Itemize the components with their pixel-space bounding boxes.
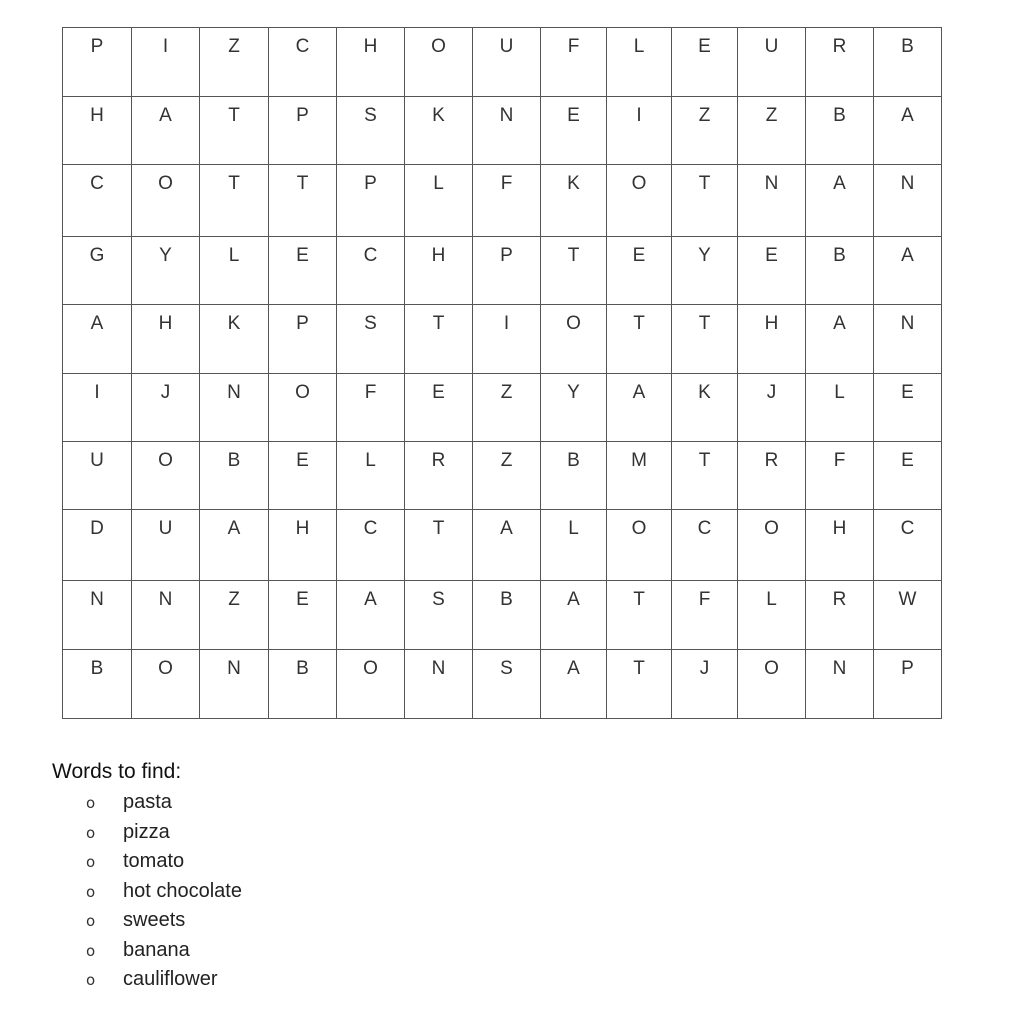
grid-letter: N bbox=[764, 173, 779, 194]
grid-letter: T bbox=[698, 450, 711, 471]
grid-cell bbox=[132, 442, 200, 510]
grid-cell bbox=[738, 237, 806, 305]
grid-cell bbox=[200, 650, 269, 719]
grid-letter: G bbox=[89, 245, 105, 266]
grid-cell bbox=[337, 581, 405, 650]
grid-cell bbox=[607, 237, 672, 305]
word-list-item bbox=[86, 849, 242, 879]
grid-cell bbox=[200, 510, 269, 581]
grid-letter: L bbox=[433, 173, 444, 194]
grid-letter: N bbox=[158, 589, 173, 610]
grid-cell bbox=[200, 97, 269, 165]
word-search-grid bbox=[62, 27, 942, 719]
grid-cell bbox=[200, 28, 269, 97]
grid-cell bbox=[541, 442, 607, 510]
grid-cell bbox=[541, 165, 607, 237]
grid-letter: Y bbox=[159, 245, 172, 266]
grid-row bbox=[63, 581, 942, 650]
grid-letter: T bbox=[228, 173, 240, 194]
grid-cell bbox=[269, 650, 337, 719]
grid-letter: E bbox=[296, 589, 309, 610]
grid-cell bbox=[806, 305, 874, 374]
grid-cell bbox=[541, 581, 607, 650]
grid-letter: U bbox=[158, 518, 173, 539]
grid-cell bbox=[607, 374, 672, 442]
grid-cell bbox=[541, 97, 607, 165]
grid-letter: A bbox=[833, 173, 846, 194]
grid-letter: C bbox=[697, 518, 712, 539]
grid-cell bbox=[132, 28, 200, 97]
grid-letter: K bbox=[698, 382, 711, 403]
grid-letter: O bbox=[158, 173, 173, 194]
grid-letter: P bbox=[364, 173, 377, 194]
grid-letter: A bbox=[90, 313, 104, 334]
grid-letter: T bbox=[633, 313, 645, 334]
grid-cell bbox=[738, 97, 806, 165]
grid-cell bbox=[63, 165, 132, 237]
grid-cell bbox=[874, 374, 942, 442]
grid-cell bbox=[337, 97, 405, 165]
grid-cell bbox=[132, 97, 200, 165]
word-text: cauliflower bbox=[123, 968, 218, 990]
grid-cell bbox=[405, 581, 473, 650]
grid-cell bbox=[473, 374, 541, 442]
grid-cell bbox=[473, 28, 541, 97]
grid-cell bbox=[541, 510, 607, 581]
grid-letter: Y bbox=[698, 245, 711, 266]
grid-cell bbox=[672, 581, 738, 650]
word-text: pasta bbox=[123, 791, 172, 813]
grid-cell bbox=[269, 237, 337, 305]
grid-letter: L bbox=[766, 589, 777, 610]
grid-row bbox=[63, 28, 942, 97]
grid-letter: E bbox=[296, 450, 309, 471]
grid-cell bbox=[63, 305, 132, 374]
grid-cell bbox=[473, 165, 541, 237]
grid-cell bbox=[200, 374, 269, 442]
word-list-item bbox=[86, 820, 242, 850]
grid-cell bbox=[738, 28, 806, 97]
grid-cell bbox=[607, 510, 672, 581]
grid-cell bbox=[63, 237, 132, 305]
grid-letter: B bbox=[296, 658, 309, 679]
grid-letter: O bbox=[566, 313, 581, 334]
grid-letter: O bbox=[764, 518, 779, 539]
word-text: pizza bbox=[123, 820, 170, 843]
grid-row bbox=[63, 510, 942, 581]
grid-letter: E bbox=[765, 245, 778, 266]
grid-cell bbox=[806, 237, 874, 305]
grid-letter: A bbox=[901, 105, 914, 126]
grid-cell bbox=[63, 650, 132, 719]
grid-cell bbox=[607, 97, 672, 165]
grid-letter: H bbox=[90, 105, 104, 126]
grid-cell bbox=[607, 442, 672, 510]
grid-letter: F bbox=[500, 173, 513, 194]
grid-letter: T bbox=[432, 313, 445, 334]
grid-cell bbox=[200, 581, 269, 650]
grid-cell bbox=[269, 28, 337, 97]
grid-letter: L bbox=[568, 518, 579, 539]
grid-letter: A bbox=[632, 382, 646, 403]
grid-letter: H bbox=[764, 313, 779, 334]
grid-letter: H bbox=[431, 245, 446, 266]
grid-letter: B bbox=[500, 589, 513, 610]
grid-cell bbox=[473, 97, 541, 165]
grid-cell bbox=[63, 374, 132, 442]
grid-cell bbox=[541, 374, 607, 442]
grid-letter: L bbox=[228, 245, 240, 266]
grid-letter: T bbox=[567, 245, 580, 266]
grid-cell bbox=[405, 28, 473, 97]
grid-letter: N bbox=[900, 313, 915, 334]
grid-letter: M bbox=[631, 450, 647, 471]
grid-cell bbox=[607, 650, 672, 719]
grid-letter: O bbox=[631, 518, 647, 539]
grid-cell bbox=[337, 28, 405, 97]
grid-letter: A bbox=[159, 105, 172, 126]
grid-letter: R bbox=[832, 36, 847, 57]
grid-letter: R bbox=[832, 589, 847, 610]
grid-cell bbox=[200, 165, 269, 237]
list-bullet: o bbox=[86, 853, 96, 871]
grid-letter: T bbox=[296, 173, 309, 194]
grid-cell bbox=[405, 510, 473, 581]
grid-cell bbox=[672, 650, 738, 719]
grid-letter: Z bbox=[698, 105, 711, 126]
grid-cell bbox=[132, 510, 200, 581]
grid-cell bbox=[405, 442, 473, 510]
grid-letter: T bbox=[698, 313, 711, 334]
grid-letter: U bbox=[90, 450, 104, 471]
grid-cell bbox=[738, 581, 806, 650]
grid-cell bbox=[63, 97, 132, 165]
grid-cell bbox=[200, 305, 269, 374]
grid-cell bbox=[541, 650, 607, 719]
word-text: sweets bbox=[123, 909, 186, 931]
grid-letter: W bbox=[898, 589, 917, 610]
grid-cell bbox=[200, 237, 269, 305]
grid-letter: A bbox=[567, 589, 580, 610]
grid-letter: R bbox=[764, 450, 779, 471]
grid-cell bbox=[405, 374, 473, 442]
list-bullet: o bbox=[86, 912, 96, 930]
word-text: hot chocolate bbox=[123, 879, 242, 902]
grid-letter: I bbox=[503, 313, 510, 334]
word-text: banana bbox=[123, 938, 190, 961]
grid-letter: E bbox=[901, 450, 914, 471]
word-list bbox=[86, 790, 242, 997]
grid-letter: K bbox=[227, 313, 241, 334]
grid-cell bbox=[607, 581, 672, 650]
grid-cell bbox=[738, 442, 806, 510]
grid-letter: I bbox=[636, 105, 642, 126]
grid-cell bbox=[874, 510, 942, 581]
grid-letter: O bbox=[295, 382, 310, 403]
grid-cell bbox=[874, 97, 942, 165]
grid-cell bbox=[672, 97, 738, 165]
grid-cell bbox=[874, 442, 942, 510]
grid-letter: Z bbox=[500, 450, 513, 471]
grid-letter: B bbox=[901, 36, 914, 57]
list-bullet: o bbox=[86, 794, 96, 812]
grid-letter: T bbox=[228, 105, 240, 126]
grid-cell bbox=[473, 305, 541, 374]
grid-cell bbox=[405, 237, 473, 305]
grid-letter: Z bbox=[500, 382, 513, 403]
grid-letter: B bbox=[567, 450, 580, 471]
grid-cell bbox=[874, 165, 942, 237]
grid-cell bbox=[269, 97, 337, 165]
grid-cell bbox=[806, 442, 874, 510]
grid-letter: I bbox=[162, 36, 169, 57]
grid-cell bbox=[874, 650, 942, 719]
grid-letter: J bbox=[160, 382, 171, 403]
grid-letter: O bbox=[764, 658, 779, 679]
grid-letter: A bbox=[227, 518, 241, 539]
grid-letter: N bbox=[832, 658, 847, 679]
grid-letter: H bbox=[832, 518, 847, 539]
grid-cell bbox=[874, 237, 942, 305]
grid-letter: P bbox=[901, 658, 914, 679]
grid-letter: A bbox=[833, 313, 846, 334]
grid-letter: F bbox=[567, 36, 580, 57]
grid-cell bbox=[541, 305, 607, 374]
grid-cell bbox=[405, 165, 473, 237]
grid-cell bbox=[405, 97, 473, 165]
grid-cell bbox=[337, 165, 405, 237]
grid-cell bbox=[607, 305, 672, 374]
grid-letter: O bbox=[158, 658, 173, 679]
grid-cell bbox=[806, 165, 874, 237]
grid-letter: P bbox=[90, 36, 104, 57]
grid-row bbox=[63, 97, 942, 165]
grid-letter: N bbox=[431, 658, 446, 679]
grid-letter: E bbox=[567, 105, 580, 126]
grid-cell bbox=[200, 442, 269, 510]
grid-letter: A bbox=[500, 518, 513, 539]
grid-cell bbox=[337, 510, 405, 581]
grid-letter: F bbox=[698, 589, 711, 610]
grid-cell bbox=[672, 442, 738, 510]
grid-letter: U bbox=[764, 36, 779, 57]
grid-cell bbox=[738, 374, 806, 442]
grid-letter: H bbox=[295, 518, 310, 539]
grid-letter: C bbox=[363, 518, 378, 539]
grid-cell bbox=[405, 305, 473, 374]
grid-letter: C bbox=[363, 245, 378, 266]
grid-cell bbox=[738, 510, 806, 581]
grid-letter: P bbox=[296, 105, 309, 126]
grid-cell bbox=[269, 165, 337, 237]
grid-cell bbox=[672, 28, 738, 97]
grid-cell bbox=[132, 581, 200, 650]
grid-letter: E bbox=[296, 245, 309, 266]
grid-cell bbox=[738, 650, 806, 719]
grid-letter: N bbox=[227, 658, 241, 679]
grid-letter: B bbox=[90, 658, 104, 679]
grid-letter: P bbox=[296, 313, 309, 334]
grid-cell bbox=[132, 374, 200, 442]
grid-cell bbox=[132, 165, 200, 237]
grid-cell bbox=[874, 28, 942, 97]
grid-cell bbox=[132, 650, 200, 719]
grid-letter: N bbox=[90, 589, 104, 610]
grid-cell bbox=[672, 305, 738, 374]
words-to-find-heading: Words to find: bbox=[52, 760, 182, 783]
list-bullet: o bbox=[86, 882, 96, 901]
grid-letter: O bbox=[631, 173, 647, 194]
grid-cell bbox=[738, 305, 806, 374]
grid-cell bbox=[672, 237, 738, 305]
grid-cell bbox=[269, 374, 337, 442]
grid-letter: O bbox=[363, 658, 378, 679]
grid-cell bbox=[63, 442, 132, 510]
grid-cell bbox=[337, 442, 405, 510]
grid-letter: A bbox=[901, 245, 914, 266]
grid-cell bbox=[874, 581, 942, 650]
grid-cell bbox=[63, 581, 132, 650]
grid-letter: A bbox=[567, 658, 580, 679]
grid-letter: T bbox=[633, 658, 645, 679]
grid-cell bbox=[269, 442, 337, 510]
grid-letter: F bbox=[833, 450, 846, 471]
grid-cell bbox=[337, 237, 405, 305]
grid-letter: J bbox=[766, 382, 777, 403]
grid-cell bbox=[405, 650, 473, 719]
grid-cell bbox=[337, 305, 405, 374]
word-list-item bbox=[86, 790, 242, 820]
grid-cell bbox=[806, 374, 874, 442]
grid-cell bbox=[738, 165, 806, 237]
grid-cell bbox=[806, 510, 874, 581]
grid-letter: Z bbox=[228, 589, 240, 610]
list-bullet: o bbox=[86, 971, 96, 989]
grid-cell bbox=[132, 237, 200, 305]
grid-letter: Z bbox=[228, 36, 240, 57]
word-list-item bbox=[86, 908, 242, 938]
grid-row bbox=[63, 442, 942, 510]
list-bullet: o bbox=[86, 823, 96, 842]
grid-letter: O bbox=[158, 450, 173, 471]
grid-letter: S bbox=[432, 589, 445, 610]
grid-letter: L bbox=[633, 36, 645, 57]
grid-cell bbox=[672, 510, 738, 581]
grid-letter: B bbox=[227, 450, 241, 471]
grid-cell bbox=[63, 510, 132, 581]
grid-letter: C bbox=[900, 518, 915, 539]
word-list-item bbox=[86, 938, 242, 968]
grid-letter: E bbox=[698, 36, 711, 57]
grid-cell bbox=[132, 305, 200, 374]
grid-cell bbox=[473, 581, 541, 650]
grid-letter: E bbox=[432, 382, 445, 403]
grid-cell bbox=[337, 374, 405, 442]
grid-cell bbox=[541, 28, 607, 97]
grid-letter: J bbox=[699, 658, 710, 679]
grid-letter: K bbox=[432, 105, 445, 126]
grid-letter: S bbox=[364, 105, 377, 126]
grid-cell bbox=[473, 237, 541, 305]
grid-letter: L bbox=[365, 450, 376, 471]
grid-cell bbox=[607, 28, 672, 97]
grid-letter: N bbox=[499, 105, 514, 126]
word-list-item bbox=[86, 879, 242, 909]
grid-letter: Z bbox=[765, 105, 778, 126]
grid-letter: S bbox=[500, 658, 513, 679]
grid-letter: B bbox=[833, 105, 846, 126]
grid-letter: L bbox=[834, 382, 845, 403]
list-bullet: o bbox=[86, 941, 96, 960]
word-list-item bbox=[86, 967, 242, 997]
grid-letter: F bbox=[364, 382, 377, 403]
word-text: tomato bbox=[123, 850, 185, 872]
grid-letter: P bbox=[500, 245, 513, 266]
grid-row bbox=[63, 237, 942, 305]
grid-letter: T bbox=[633, 589, 645, 610]
grid-letter: D bbox=[90, 518, 104, 539]
grid-letter: H bbox=[158, 313, 173, 334]
grid-cell bbox=[63, 28, 132, 97]
grid-cell bbox=[269, 581, 337, 650]
grid-letter: Y bbox=[567, 382, 580, 403]
grid-cell bbox=[874, 305, 942, 374]
grid-row bbox=[63, 165, 942, 237]
grid-cell bbox=[473, 510, 541, 581]
grid-letter: E bbox=[901, 382, 914, 403]
grid-cell bbox=[672, 165, 738, 237]
grid-cell bbox=[806, 97, 874, 165]
grid-letter: C bbox=[295, 36, 310, 57]
grid-letter: A bbox=[364, 589, 377, 610]
grid-letter: O bbox=[431, 36, 446, 57]
grid-letter: E bbox=[632, 245, 646, 266]
grid-letter: I bbox=[94, 382, 100, 403]
grid-letter: U bbox=[499, 36, 514, 57]
grid-cell bbox=[337, 650, 405, 719]
grid-cell bbox=[806, 581, 874, 650]
grid-cell bbox=[473, 650, 541, 719]
grid-letter: N bbox=[900, 173, 915, 194]
grid-row bbox=[63, 305, 942, 374]
grid-cell bbox=[541, 237, 607, 305]
grid-letter: T bbox=[432, 518, 445, 539]
grid-letter: K bbox=[567, 173, 580, 194]
grid-cell bbox=[806, 28, 874, 97]
grid-row bbox=[63, 374, 942, 442]
grid-letter: H bbox=[363, 36, 378, 57]
grid-letter: C bbox=[90, 173, 104, 194]
grid-cell bbox=[269, 305, 337, 374]
grid-letter: R bbox=[431, 450, 446, 471]
grid-cell bbox=[806, 650, 874, 719]
grid-cell bbox=[672, 374, 738, 442]
grid-letter: B bbox=[833, 245, 846, 266]
grid-cell bbox=[269, 510, 337, 581]
grid-cell bbox=[473, 442, 541, 510]
grid-letter: N bbox=[227, 382, 241, 403]
grid-row bbox=[63, 650, 942, 719]
grid-letter: S bbox=[364, 313, 377, 334]
grid-letter: T bbox=[698, 173, 711, 194]
grid-cell bbox=[607, 165, 672, 237]
